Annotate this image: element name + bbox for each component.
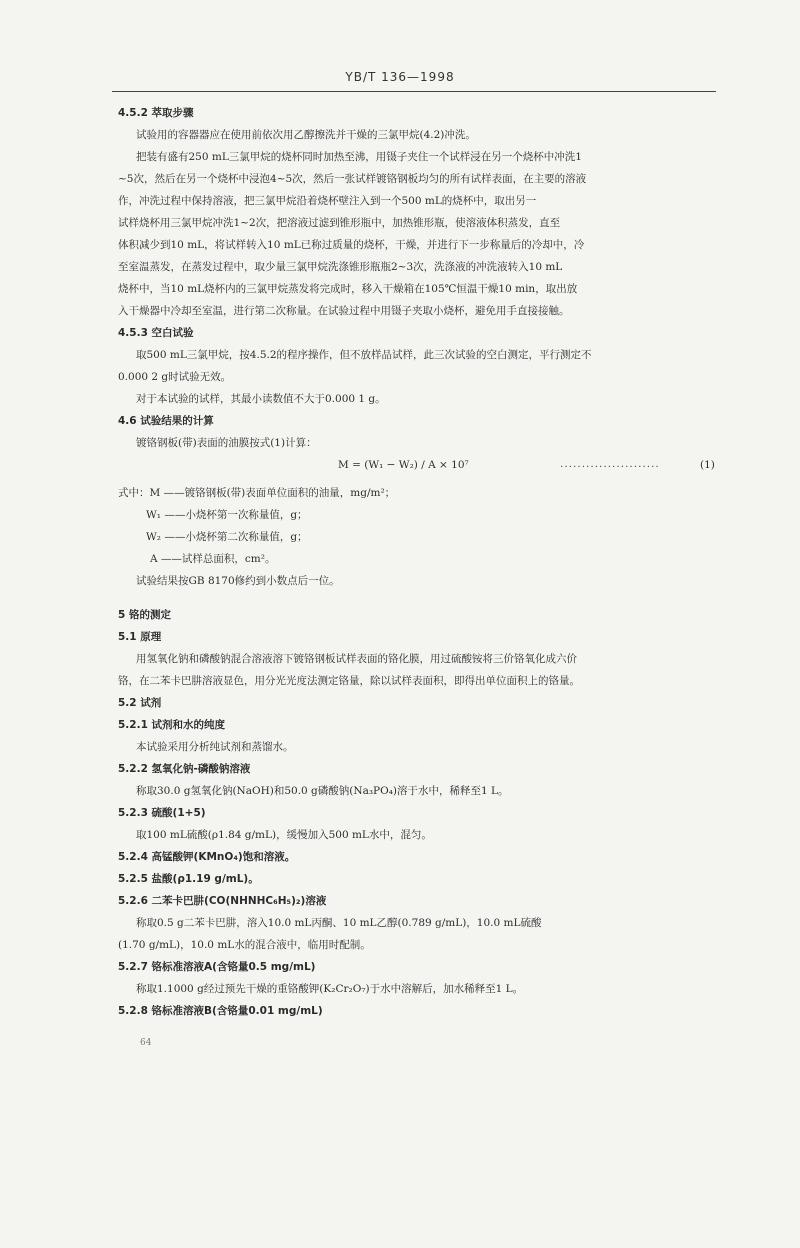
section-heading: 5.2.3 硫酸(1+5) <box>118 807 206 819</box>
section-heading: 5.2.2 氢氧化钠-磷酸钠溶液 <box>118 763 251 775</box>
paragraph-line: 镀铬钢板(带)表面的油膜按式(1)计算： <box>136 437 317 449</box>
paragraph-line: 取500 mL三氯甲烷，按4.5.2的程序操作，但不放样品试样，此三次试验的空白测定，平行测定不 <box>136 349 592 361</box>
section-heading: 5.2.4 高锰酸钾(KMnO₄)饱和溶液。 <box>118 851 296 863</box>
paragraph-line: 称取1.1000 g经过预先干燥的重铬酸钾(K₂Cr₂O₇)于水中溶解后，加水稀释至1 L。 <box>136 983 524 995</box>
variable-definition: W₁ ——小烧杯第一次称量值，g； <box>146 509 308 521</box>
paragraph-line: 试验用的容器器应在使用前依次用乙醇擦洗并干燥的三氯甲烷(4.2)冲洗。 <box>136 129 476 141</box>
paragraph-line: 对于本试验的试样，其最小读数值不大于0.000 1 g。 <box>136 393 386 405</box>
paragraph-line: 把装有盛有250 mL三氯甲烷的烧杯同时加热至沸，用镊子夹住一个试样浸在另一个烧杯中冲洗1 <box>136 151 582 163</box>
paragraph-line: 0.000 2 g时试验无效。 <box>118 371 232 383</box>
paragraph-line: 取100 mL硫酸(ρ1.84 g/mL)，缓慢加入500 mL水中，混匀。 <box>136 829 432 841</box>
formula: M = (W₁ − W₂) / A × 10⁷ <box>338 459 469 471</box>
variable-definition: W₂ ——小烧杯第二次称量值，g； <box>146 531 308 543</box>
paragraph-line: (1.70 g/mL)，10.0 mL水的混合液中，临用时配制。 <box>118 939 371 951</box>
paragraph-line: 至室温蒸发，在蒸发过程中，取少量三氯甲烷洗涤锥形瓶瓶2~3次，洗涤液的冲洗液转入10 mL <box>118 261 563 273</box>
section-heading: 5 铬的测定 <box>118 609 171 621</box>
paragraph-line: 烧杯中，当10 mL烧杯内的三氯甲烷蒸发将完成时，移入干燥箱在105℃恒温干燥10 min，取出放 <box>118 283 578 295</box>
paragraph-line: 本试验采用分析纯试剂和蒸馏水。 <box>136 741 294 753</box>
section-heading: 5.1 原理 <box>118 631 162 643</box>
paragraph-line: ~5次，然后在另一个烧杯中浸泡4~5次，然后一张试样镀铬钢板均匀的所有试样表面，在主要的溶液 <box>118 173 587 185</box>
section-heading: 5.2.8 铬标准溶液B(含铬量0.01 mg/mL) <box>118 1005 323 1017</box>
paragraph-line: 作，冲洗过程中保持溶液，把三氯甲烷沿着烧杯壁注入到一个500 mL的烧杯中，取出另一 <box>118 195 537 207</box>
variable-definition: A ——试样总面积，cm²。 <box>150 553 276 565</box>
header-rule <box>112 91 716 92</box>
variable-definition: 式中：M ——镀铬钢板(带)表面单位面积的油量，mg/m²； <box>118 487 396 499</box>
section-heading: 5.2.7 铬标准溶液A(含铬量0.5 mg/mL) <box>118 961 316 973</box>
paragraph-line: 体积减少到10 mL，将试样转入10 mL已称过质量的烧杯，干燥，并进行下一步称量后的冷却中，冷 <box>118 239 585 251</box>
paragraph-line: 试样烧杯用三氯甲烷冲洗1~2次，把溶液过滤到锥形瓶中，加热锥形瓶，使溶液体积蒸发，直至 <box>118 217 561 229</box>
section-heading: 4.5.3 空白试验 <box>118 327 194 339</box>
section-heading: 4.6 试验结果的计算 <box>118 415 214 427</box>
section-heading: 5.2.1 试剂和水的纯度 <box>118 719 226 731</box>
paragraph-line: 试验结果按GB 8170修约到小数点后一位。 <box>136 575 340 587</box>
paragraph-line: 称取30.0 g氢氧化钠(NaOH)和50.0 g磷酸钠(Na₃PO₄)溶于水中，稀释至1 L。 <box>136 785 509 797</box>
paragraph-line: 入干燥器中冷却至室温，进行第二次称量。在试验过程中用镊子夹取小烧杯，避免用手直接接触。 <box>118 305 570 317</box>
paragraph-line: 用氢氧化钠和磷酸钠混合溶液溶下镀铬钢板试样表面的铬化膜，用过硫酸铵将三价铬氧化成六价 <box>136 653 577 665</box>
page-header: YB/T 136—1998 <box>345 70 455 84</box>
leader-dots: ....................... <box>560 458 660 470</box>
section-heading: 5.2.6 二苯卡巴肼(CO(NHNHC₆H₅)₂)溶液 <box>118 895 327 907</box>
section-heading: 4.5.2 萃取步骤 <box>118 107 194 119</box>
section-heading: 5.2.5 盐酸(ρ1.19 g/mL)。 <box>118 873 259 885</box>
equation-number: (1) <box>700 459 715 471</box>
paragraph-line: 称取0.5 g二苯卡巴肼，溶入10.0 mL丙酮、10 mL乙醇(0.789 g/mL)，10.0 mL硫酸 <box>136 917 542 929</box>
section-heading: 5.2 试剂 <box>118 697 162 709</box>
page-number: 64 <box>140 1038 152 1048</box>
paragraph-line: 铬，在二苯卡巴肼溶液显色，用分光光度法测定铬量，除以试样表面积，即得出单位面积上的铬量。 <box>118 675 580 687</box>
